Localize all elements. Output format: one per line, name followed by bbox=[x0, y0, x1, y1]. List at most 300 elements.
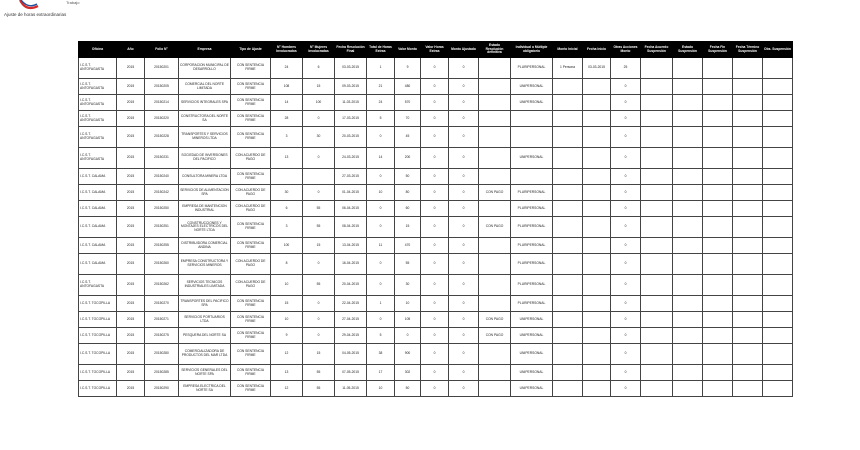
table-cell: 0 bbox=[421, 169, 449, 185]
table-cell: CON SENTENCIA FIRME bbox=[231, 344, 271, 365]
table-cell bbox=[641, 254, 673, 275]
table-cell: 1 bbox=[367, 58, 395, 79]
table-cell bbox=[553, 169, 583, 185]
table-cell bbox=[763, 238, 793, 254]
table-cell bbox=[703, 365, 733, 381]
table-cell: CON PAGO bbox=[479, 328, 511, 344]
table-cell: PLURIPERSONAL bbox=[511, 58, 553, 79]
table-cell bbox=[641, 111, 673, 127]
table-cell bbox=[479, 58, 511, 79]
table-cell bbox=[553, 201, 583, 217]
table-cell: 55 bbox=[303, 381, 335, 397]
table-cell bbox=[673, 238, 703, 254]
table-cell bbox=[673, 296, 703, 312]
table-cell: 08-04-2015 bbox=[335, 217, 367, 238]
table-cell bbox=[583, 127, 611, 148]
table-cell bbox=[479, 365, 511, 381]
table-cell: SERVICIOS PORTUARIOS LTDA bbox=[179, 312, 231, 328]
column-header: Año bbox=[117, 42, 145, 58]
table-cell bbox=[583, 148, 611, 169]
table-cell: 20150231 bbox=[145, 148, 179, 169]
table-cell bbox=[733, 328, 763, 344]
table-cell: 20150240 bbox=[145, 169, 179, 185]
table-cell: 100 bbox=[271, 238, 303, 254]
table-cell: 0 bbox=[367, 127, 395, 148]
table-cell: CON SENTENCIA FIRME bbox=[231, 296, 271, 312]
table-cell: CON SENTENCIA FIRME bbox=[231, 381, 271, 397]
table-cell: 3 bbox=[271, 217, 303, 238]
table-cell bbox=[553, 275, 583, 296]
table-cell: I.C.S.T. TOCOPILLA bbox=[79, 296, 117, 312]
table-cell: 0 bbox=[449, 79, 479, 95]
table-cell: SERVICIOS TECNICOS INDUSTRIALES LIMITADA bbox=[179, 275, 231, 296]
table-row bbox=[79, 217, 793, 238]
table-cell: 0 bbox=[449, 344, 479, 365]
table-cell: 25 bbox=[611, 58, 641, 79]
table-cell: 20-03-2015 bbox=[335, 127, 367, 148]
table-cell: 24 bbox=[367, 95, 395, 111]
table-cell: I.C.S.T. TOCOPILLA bbox=[79, 328, 117, 344]
table-cell bbox=[733, 201, 763, 217]
table-cell bbox=[479, 344, 511, 365]
table-cell bbox=[553, 127, 583, 148]
table-cell bbox=[703, 381, 733, 397]
table-cell bbox=[479, 79, 511, 95]
table-cell bbox=[479, 169, 511, 185]
table-cell: 0 bbox=[611, 381, 641, 397]
table-cell: 50 bbox=[395, 169, 421, 185]
table-cell bbox=[703, 217, 733, 238]
table-cell: 0 bbox=[449, 254, 479, 275]
table-cell bbox=[703, 169, 733, 185]
table-cell: I.C.S.T. ANTOFAGASTA bbox=[79, 111, 117, 127]
table-cell bbox=[553, 344, 583, 365]
table-row bbox=[79, 312, 793, 328]
table-cell: I.C.S.T. CALAMA bbox=[79, 217, 117, 238]
table-row bbox=[79, 275, 793, 296]
table-row bbox=[79, 381, 793, 397]
table-cell: 0 bbox=[611, 238, 641, 254]
table-cell: PLURIPERSONAL bbox=[511, 201, 553, 217]
column-header: Total de Horas Extras bbox=[367, 42, 395, 58]
table-cell bbox=[703, 275, 733, 296]
table-cell bbox=[763, 201, 793, 217]
table-cell bbox=[733, 344, 763, 365]
table-cell bbox=[553, 312, 583, 328]
table-cell: 0 bbox=[421, 344, 449, 365]
table-cell: 20150280 bbox=[145, 344, 179, 365]
table-cell: 10 bbox=[367, 381, 395, 397]
table-cell: EMPRESA DE MANTENCION INDUSTRIAL bbox=[179, 201, 231, 217]
table-cell bbox=[733, 296, 763, 312]
table-cell: CON SENTENCIA FIRME bbox=[231, 79, 271, 95]
table-cell bbox=[553, 296, 583, 312]
table-cell bbox=[763, 365, 793, 381]
table-cell: CON ACUERDO DE PAGO bbox=[231, 185, 271, 201]
table-cell: 24 bbox=[271, 58, 303, 79]
table-cell: 0 bbox=[421, 238, 449, 254]
table-cell: 10 bbox=[395, 296, 421, 312]
table-cell bbox=[703, 328, 733, 344]
table-cell: 0 bbox=[395, 328, 421, 344]
table-cell bbox=[641, 79, 673, 95]
table-cell: 0 bbox=[421, 296, 449, 312]
table-cell: SERVICIOS INTEGRALES SPA bbox=[179, 95, 231, 111]
table-cell bbox=[673, 275, 703, 296]
table-cell: 38 bbox=[367, 344, 395, 365]
table-cell: 900 bbox=[395, 344, 421, 365]
table-cell: 2015 bbox=[117, 254, 145, 275]
table-cell bbox=[641, 296, 673, 312]
table-cell bbox=[763, 111, 793, 127]
table-cell: 0 bbox=[449, 169, 479, 185]
table-cell bbox=[673, 312, 703, 328]
table-cell: 0 bbox=[611, 185, 641, 201]
table-cell: I.C.S.T. CALAMA bbox=[79, 254, 117, 275]
table-header-row bbox=[79, 42, 793, 58]
table-cell bbox=[673, 185, 703, 201]
table-cell: 200 bbox=[395, 148, 421, 169]
table-cell bbox=[673, 58, 703, 79]
table-cell: CON ACUERDO DE PAGO bbox=[231, 254, 271, 275]
table-cell: TRANSPORTES DEL PACIFICO SPA bbox=[179, 296, 231, 312]
table-cell bbox=[641, 381, 673, 397]
table-cell: I.C.S.T. ANTOFAGASTA bbox=[79, 127, 117, 148]
table-cell: 0 bbox=[449, 148, 479, 169]
table-cell bbox=[583, 79, 611, 95]
table-cell: 16-04-2015 bbox=[335, 254, 367, 275]
table-cell: 0 bbox=[421, 127, 449, 148]
table-cell bbox=[673, 254, 703, 275]
table-cell bbox=[583, 111, 611, 127]
table-cell bbox=[553, 79, 583, 95]
table-cell: 2015 bbox=[117, 312, 145, 328]
table-cell: 2015 bbox=[117, 148, 145, 169]
table-cell: 0 bbox=[367, 169, 395, 185]
table-cell: 20150220 bbox=[145, 111, 179, 127]
table-row bbox=[79, 365, 793, 381]
table-cell bbox=[673, 381, 703, 397]
table-cell bbox=[673, 328, 703, 344]
table-cell: 0 bbox=[421, 365, 449, 381]
table-cell: CON ACUERDO DE PAGO bbox=[231, 275, 271, 296]
table-cell: 06-04-2015 bbox=[335, 201, 367, 217]
column-header: Tipo de Ajuste bbox=[231, 42, 271, 58]
table-cell: 2015 bbox=[117, 111, 145, 127]
table-cell bbox=[641, 328, 673, 344]
table-row bbox=[79, 185, 793, 201]
table-cell bbox=[553, 185, 583, 201]
table-cell: CON PAGO bbox=[479, 312, 511, 328]
table-cell: 0 bbox=[611, 127, 641, 148]
table-cell: CON PAGO bbox=[479, 217, 511, 238]
table-cell: 20150275 bbox=[145, 328, 179, 344]
table-cell: 20-04-2015 bbox=[335, 275, 367, 296]
table-cell: PLURIPERSONAL bbox=[511, 275, 553, 296]
table-cell: 2015 bbox=[117, 201, 145, 217]
table-cell: EMPRESA ELECTRICA DEL NORTE SA bbox=[179, 381, 231, 397]
table-cell: 55 bbox=[303, 217, 335, 238]
table-cell bbox=[673, 365, 703, 381]
table-cell bbox=[641, 275, 673, 296]
table-cell bbox=[733, 254, 763, 275]
table-cell: 29-04-2015 bbox=[335, 328, 367, 344]
table-cell: PLURIPERSONAL bbox=[511, 296, 553, 312]
table-cell: I.C.S.T. CALAMA bbox=[79, 201, 117, 217]
table-cell bbox=[479, 254, 511, 275]
table-cell: 55 bbox=[303, 275, 335, 296]
table-cell bbox=[583, 217, 611, 238]
table-cell: 22-04-2015 bbox=[335, 296, 367, 312]
table-cell: 0 bbox=[449, 238, 479, 254]
table-cell: 0 bbox=[449, 111, 479, 127]
table-cell bbox=[583, 185, 611, 201]
table-cell: 0 bbox=[367, 312, 395, 328]
table-cell: 0 bbox=[449, 201, 479, 217]
table-cell: 2015 bbox=[117, 217, 145, 238]
table-cell bbox=[271, 169, 303, 185]
table-cell bbox=[553, 238, 583, 254]
table-row bbox=[79, 58, 793, 79]
table-cell: 2015 bbox=[117, 275, 145, 296]
table-cell: 55 bbox=[303, 201, 335, 217]
table-cell: UNIPERSONAL bbox=[511, 79, 553, 95]
table-cell: 30 bbox=[303, 127, 335, 148]
table-cell bbox=[733, 127, 763, 148]
column-header: Oficina bbox=[79, 42, 117, 58]
table-cell: 100 bbox=[303, 95, 335, 111]
table-cell: CON ACUERDO DE PAGO bbox=[231, 201, 271, 217]
table-cell bbox=[303, 169, 335, 185]
table-cell: 0 bbox=[367, 217, 395, 238]
table-cell bbox=[733, 169, 763, 185]
table-cell: 6 bbox=[271, 201, 303, 217]
table-cell bbox=[583, 328, 611, 344]
table-cell: 20150250 bbox=[145, 201, 179, 217]
table-cell bbox=[511, 111, 553, 127]
table-cell: 0 bbox=[421, 148, 449, 169]
table-cell bbox=[673, 148, 703, 169]
table-cell: CON PAGO bbox=[479, 185, 511, 201]
table-cell: 0 bbox=[303, 254, 335, 275]
table-cell: 14 bbox=[271, 95, 303, 111]
table-cell: 20150251 bbox=[145, 217, 179, 238]
table-cell: 30 bbox=[271, 185, 303, 201]
table-cell: 0 bbox=[421, 58, 449, 79]
table-row bbox=[79, 79, 793, 95]
table-cell bbox=[583, 275, 611, 296]
table-cell bbox=[479, 275, 511, 296]
table-cell bbox=[703, 185, 733, 201]
table-cell: 0 bbox=[303, 328, 335, 344]
table-cell: CONSULTORA MINERA LTDA bbox=[179, 169, 231, 185]
table-cell bbox=[733, 381, 763, 397]
column-header: Valor Monto bbox=[395, 42, 421, 58]
table-cell: 0 bbox=[449, 381, 479, 397]
table-cell: 0 bbox=[611, 344, 641, 365]
column-header: Folio N° bbox=[145, 42, 179, 58]
table-cell: 15 bbox=[303, 238, 335, 254]
table-cell: 6 bbox=[303, 58, 335, 79]
table-row bbox=[79, 344, 793, 365]
table-cell: CON SENTENCIA FIRME bbox=[231, 111, 271, 127]
table-cell: 0 bbox=[421, 381, 449, 397]
table-cell: PLURIPERSONAL bbox=[511, 217, 553, 238]
table-cell bbox=[703, 296, 733, 312]
column-header: Fecha Fin Suspensión bbox=[703, 42, 733, 58]
table-cell: 0 bbox=[421, 217, 449, 238]
table-cell bbox=[479, 111, 511, 127]
table-cell: 20150242 bbox=[145, 185, 179, 201]
table-cell bbox=[763, 217, 793, 238]
table-cell: CON SENTENCIA FIRME bbox=[231, 169, 271, 185]
table-cell: 0 bbox=[611, 95, 641, 111]
table-cell: 11 bbox=[367, 238, 395, 254]
table-cell bbox=[479, 201, 511, 217]
table-cell: 20150262 bbox=[145, 275, 179, 296]
table-cell: SERVICIOS DE ALIMENTACION SPA bbox=[179, 185, 231, 201]
table-cell bbox=[553, 95, 583, 111]
table-cell: PLURIPERSONAL bbox=[511, 254, 553, 275]
table-cell bbox=[673, 127, 703, 148]
table-cell bbox=[641, 238, 673, 254]
table-cell: 0 bbox=[449, 95, 479, 111]
table-cell: 15 bbox=[303, 344, 335, 365]
table-cell: 0 bbox=[611, 328, 641, 344]
table-cell: 9 bbox=[395, 58, 421, 79]
table-cell: CON SENTENCIA FIRME bbox=[231, 328, 271, 344]
table-cell: 80 bbox=[395, 185, 421, 201]
table-cell bbox=[733, 365, 763, 381]
table-cell bbox=[703, 238, 733, 254]
table-cell: CON SENTENCIA FIRME bbox=[231, 58, 271, 79]
table-cell: 60 bbox=[395, 201, 421, 217]
table-cell: 0 bbox=[421, 254, 449, 275]
table-cell: 0 bbox=[303, 185, 335, 201]
column-header: Estado Suspensión bbox=[673, 42, 703, 58]
table-cell bbox=[641, 217, 673, 238]
table-cell: CORPORACION MUNICIPAL DE DESARROLLO bbox=[179, 58, 231, 79]
column-header: N° Hombres Involucrados bbox=[271, 42, 303, 58]
table-cell: 0 bbox=[449, 127, 479, 148]
column-header: Empresa bbox=[179, 42, 231, 58]
table-cell: 0 bbox=[611, 217, 641, 238]
table-cell: 0 bbox=[449, 312, 479, 328]
table-cell bbox=[641, 185, 673, 201]
table-cell bbox=[673, 201, 703, 217]
table-cell bbox=[583, 254, 611, 275]
table-cell: 8 bbox=[271, 254, 303, 275]
table-cell: I.C.S.T. TOCOPILLA bbox=[79, 344, 117, 365]
table-cell: CONSTRUCCIONES Y MONTAJES ELECTRICOS DEL NORTE LTDA bbox=[179, 217, 231, 238]
table-row bbox=[79, 148, 793, 169]
table-cell: I.C.S.T. TOCOPILLA bbox=[79, 381, 117, 397]
table-cell bbox=[673, 344, 703, 365]
table-cell bbox=[763, 169, 793, 185]
table-cell: 480 bbox=[395, 79, 421, 95]
table-cell bbox=[583, 95, 611, 111]
table-cell: 10 bbox=[367, 185, 395, 201]
table-row bbox=[79, 111, 793, 127]
column-header: Monto Inicial bbox=[553, 42, 583, 58]
table-cell: UNIPERSONAL bbox=[511, 381, 553, 397]
table-cell: 20150290 bbox=[145, 381, 179, 397]
table-cell: 28 bbox=[271, 111, 303, 127]
table-cell: 5 bbox=[367, 111, 395, 127]
table-cell: 3 bbox=[271, 127, 303, 148]
table-cell: TRANSPORTES Y SERVICIOS MINEROS LTDA bbox=[179, 127, 231, 148]
table-cell: 2015 bbox=[117, 185, 145, 201]
table-cell: UNIPERSONAL bbox=[511, 95, 553, 111]
table-cell bbox=[763, 296, 793, 312]
table-cell: I.C.S.T. CALAMA bbox=[79, 238, 117, 254]
table-cell bbox=[703, 254, 733, 275]
table-row bbox=[79, 328, 793, 344]
table-cell: 302 bbox=[395, 365, 421, 381]
table-cell: 2015 bbox=[117, 296, 145, 312]
table-cell: 1 bbox=[367, 296, 395, 312]
table-cell: 0 bbox=[611, 254, 641, 275]
table-cell bbox=[673, 169, 703, 185]
table-cell: 0 bbox=[611, 79, 641, 95]
column-header: Fecha Inicio bbox=[583, 42, 611, 58]
table-cell: 12 bbox=[271, 344, 303, 365]
table-cell: 0 bbox=[367, 275, 395, 296]
table-cell: 13-04-2015 bbox=[335, 238, 367, 254]
table-cell: 5 bbox=[367, 328, 395, 344]
table-cell: 20150271 bbox=[145, 312, 179, 328]
table-cell bbox=[641, 312, 673, 328]
table-cell: 55 bbox=[303, 365, 335, 381]
table-cell: 70 bbox=[395, 111, 421, 127]
table-cell: 20150228 bbox=[145, 127, 179, 148]
table-cell: 0 bbox=[367, 254, 395, 275]
table-cell bbox=[703, 148, 733, 169]
table-cell: I.C.S.T. ANTOFAGASTA bbox=[79, 95, 117, 111]
table-cell bbox=[641, 201, 673, 217]
table-cell bbox=[763, 148, 793, 169]
table-cell: 03-03-2015 bbox=[583, 58, 611, 79]
table-cell: EMPRESA CONSTRUCTORA Y SERVICIOS MINEROS bbox=[179, 254, 231, 275]
table-cell: CON ACUERDO DE PAGO bbox=[231, 148, 271, 169]
table-cell bbox=[553, 328, 583, 344]
table-cell bbox=[703, 312, 733, 328]
table-cell: 2015 bbox=[117, 344, 145, 365]
table-cell: 10 bbox=[271, 312, 303, 328]
table-cell bbox=[763, 254, 793, 275]
table-cell: 0 bbox=[367, 201, 395, 217]
table-body bbox=[79, 58, 793, 397]
table-cell: 55 bbox=[395, 254, 421, 275]
column-header: Otras Acciones Monto bbox=[611, 42, 641, 58]
table-cell: CONSTRUCTORA DEL NORTE SA bbox=[179, 111, 231, 127]
table-cell: 15 bbox=[303, 79, 335, 95]
table-cell: SOCIEDAD DE INVERSIONES DEL PACIFICO bbox=[179, 148, 231, 169]
table-cell bbox=[703, 58, 733, 79]
table-cell bbox=[479, 127, 511, 148]
table-cell: 20150270 bbox=[145, 296, 179, 312]
table-cell: CON SENTENCIA FIRME bbox=[231, 217, 271, 238]
column-header: N° Mujeres Involucradas bbox=[303, 42, 335, 58]
table-cell: 0 bbox=[449, 58, 479, 79]
table-cell: 45 bbox=[395, 127, 421, 148]
table-cell: PLURIPERSONAL bbox=[511, 238, 553, 254]
table-cell bbox=[703, 95, 733, 111]
table-cell bbox=[763, 95, 793, 111]
table-cell: 0 bbox=[303, 148, 335, 169]
table-cell: 2015 bbox=[117, 58, 145, 79]
table-cell bbox=[673, 111, 703, 127]
